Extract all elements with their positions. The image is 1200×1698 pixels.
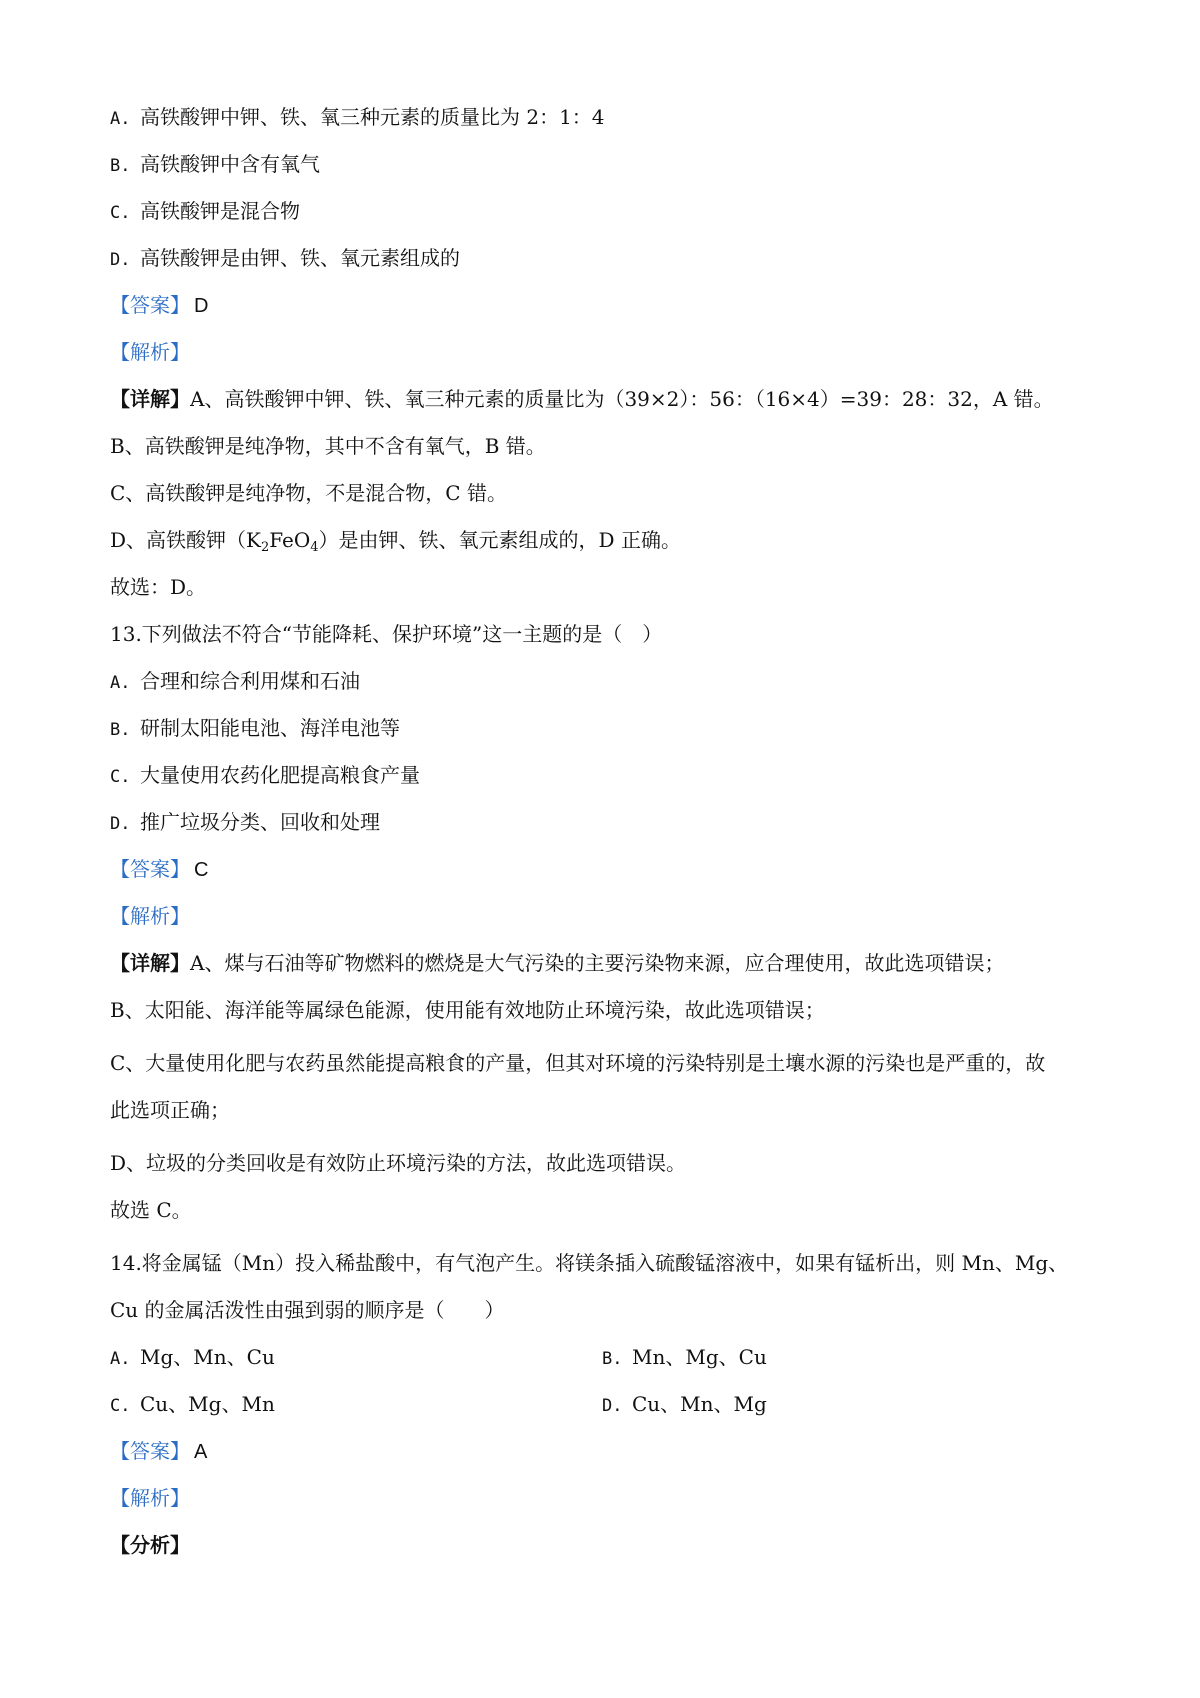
q13-option-a xyxy=(110,667,360,697)
option-text: Mg、Mn、Cu xyxy=(140,1345,275,1369)
q14-analysis xyxy=(110,1484,190,1512)
q12-detail-line-c: C、高铁酸钾是纯净物，不是混合物，C 错。 xyxy=(110,481,507,505)
q13-detail-line-c-cont: 此选项正确； xyxy=(110,1098,230,1122)
answer-tag: 【答案】 xyxy=(110,293,190,317)
option-text: 高铁酸钾中含有氧气 xyxy=(140,152,320,176)
detail-d-mid: FeO xyxy=(269,528,311,552)
detail-text: A、煤与石油等矿物燃料的燃烧是大气污染的主要污染物来源，应合理使用，故此选项错误； xyxy=(190,951,1005,975)
answer-tag: 【答案】 xyxy=(110,1439,190,1463)
detail-text: A、高铁酸钾中钾、铁、氧三种元素的质量比为（39×2）：56：（16×4）=39：28：32，A 错。 xyxy=(190,387,1054,411)
q14-stem-line2: Cu 的金属活泼性由强到弱的顺序是（ ） xyxy=(110,1298,505,1322)
q13-detail-line-c: C、大量使用化肥与农药虽然能提高粮食的产量，但其对环境的污染特别是土壤水源的污染也是严重的，故 xyxy=(110,1051,1046,1075)
q12-answer xyxy=(110,291,208,320)
q12-option-a xyxy=(110,103,605,133)
q13-detail-line-d: D、垃圾的分类回收是有效防止环境污染的方法，故此选项错误。 xyxy=(110,1151,687,1175)
option-text: 高铁酸钾中钾、铁、氧三种元素的质量比为 2：1：4 xyxy=(140,105,605,129)
q14-answer xyxy=(110,1437,207,1466)
answer-value: A xyxy=(194,1441,208,1463)
q12-detail-line-a xyxy=(110,385,1054,413)
detail-tag: 【详解】 xyxy=(110,387,190,411)
q14-fenxi xyxy=(110,1531,190,1559)
option-letter: B. xyxy=(110,720,131,740)
q12-detail-line-b: B、高铁酸钾是纯净物，其中不含有氧气，B 错。 xyxy=(110,434,546,458)
q14-option-a xyxy=(110,1343,275,1373)
q12-detail-line-d xyxy=(110,526,681,562)
q13-stem: 13.下列做法不符合“节能降耗、保护环境”这一主题的是（ ） xyxy=(110,622,663,646)
option-letter: D. xyxy=(110,250,131,270)
option-text: 高铁酸钾是由钾、铁、氧元素组成的 xyxy=(140,246,460,270)
q14-option-c xyxy=(110,1390,275,1420)
q12-option-d xyxy=(110,244,460,274)
q14-option-d xyxy=(602,1390,767,1420)
option-letter: D. xyxy=(110,814,131,834)
option-text: 研制太阳能电池、海洋电池等 xyxy=(140,716,400,740)
q13-conclusion: 故选 C。 xyxy=(110,1198,192,1222)
q13-option-d xyxy=(110,808,380,838)
q14-stem-line1: 14.将金属锰（Mn）投入稀盐酸中，有气泡产生。将镁条插入硫酸锰溶液中，如果有锰析出，则 Mn、Mg、 xyxy=(110,1251,1069,1275)
q13-detail-line-a xyxy=(110,949,1004,977)
q13-option-c xyxy=(110,761,420,791)
option-text: Mn、Mg、Cu xyxy=(632,1345,767,1369)
option-text: Cu、Mn、Mg xyxy=(632,1392,767,1416)
q12-option-c xyxy=(110,197,300,227)
option-letter: D. xyxy=(602,1396,623,1416)
analysis-tag: 【解析】 xyxy=(110,340,190,364)
option-text: 推广垃圾分类、回收和处理 xyxy=(140,810,380,834)
detail-tag: 【详解】 xyxy=(110,951,190,975)
detail-d-sub2: 4 xyxy=(310,540,319,555)
q12-conclusion: 故选：D。 xyxy=(110,575,207,599)
q12-option-b xyxy=(110,150,320,180)
option-text: Cu、Mg、Mn xyxy=(140,1392,275,1416)
detail-d-sub1: 2 xyxy=(260,540,270,555)
q13-answer xyxy=(110,855,208,884)
answer-value: C xyxy=(194,859,209,881)
option-letter: A. xyxy=(110,109,131,129)
option-text: 合理和综合利用煤和石油 xyxy=(140,669,360,693)
analysis-tag: 【解析】 xyxy=(110,904,190,928)
answer-tag: 【答案】 xyxy=(110,857,190,881)
detail-d-suffix: ）是由钾、铁、氧元素组成的，D 正确。 xyxy=(318,528,681,552)
option-letter: C. xyxy=(110,203,131,223)
q12-analysis xyxy=(110,338,190,366)
analysis-tag: 【解析】 xyxy=(110,1486,190,1510)
q13-detail-line-b: B、太阳能、海洋能等属绿色能源，使用能有效地防止环境污染，故此选项错误； xyxy=(110,998,825,1022)
q13-option-b xyxy=(110,714,400,744)
option-text: 大量使用农药化肥提高粮食产量 xyxy=(140,763,420,787)
option-text: 高铁酸钾是混合物 xyxy=(140,199,300,223)
q14-option-b xyxy=(602,1343,767,1373)
option-letter: A. xyxy=(110,673,131,693)
option-letter: B. xyxy=(110,156,131,176)
answer-value: D xyxy=(194,295,209,317)
option-letter: B. xyxy=(602,1349,623,1369)
option-letter: C. xyxy=(110,1396,131,1416)
detail-d-prefix: D、高铁酸钾（K xyxy=(110,528,261,552)
option-letter: A. xyxy=(110,1349,131,1369)
fenxi-tag: 【分析】 xyxy=(110,1533,190,1557)
q13-analysis xyxy=(110,902,190,930)
option-letter: C. xyxy=(110,767,131,787)
